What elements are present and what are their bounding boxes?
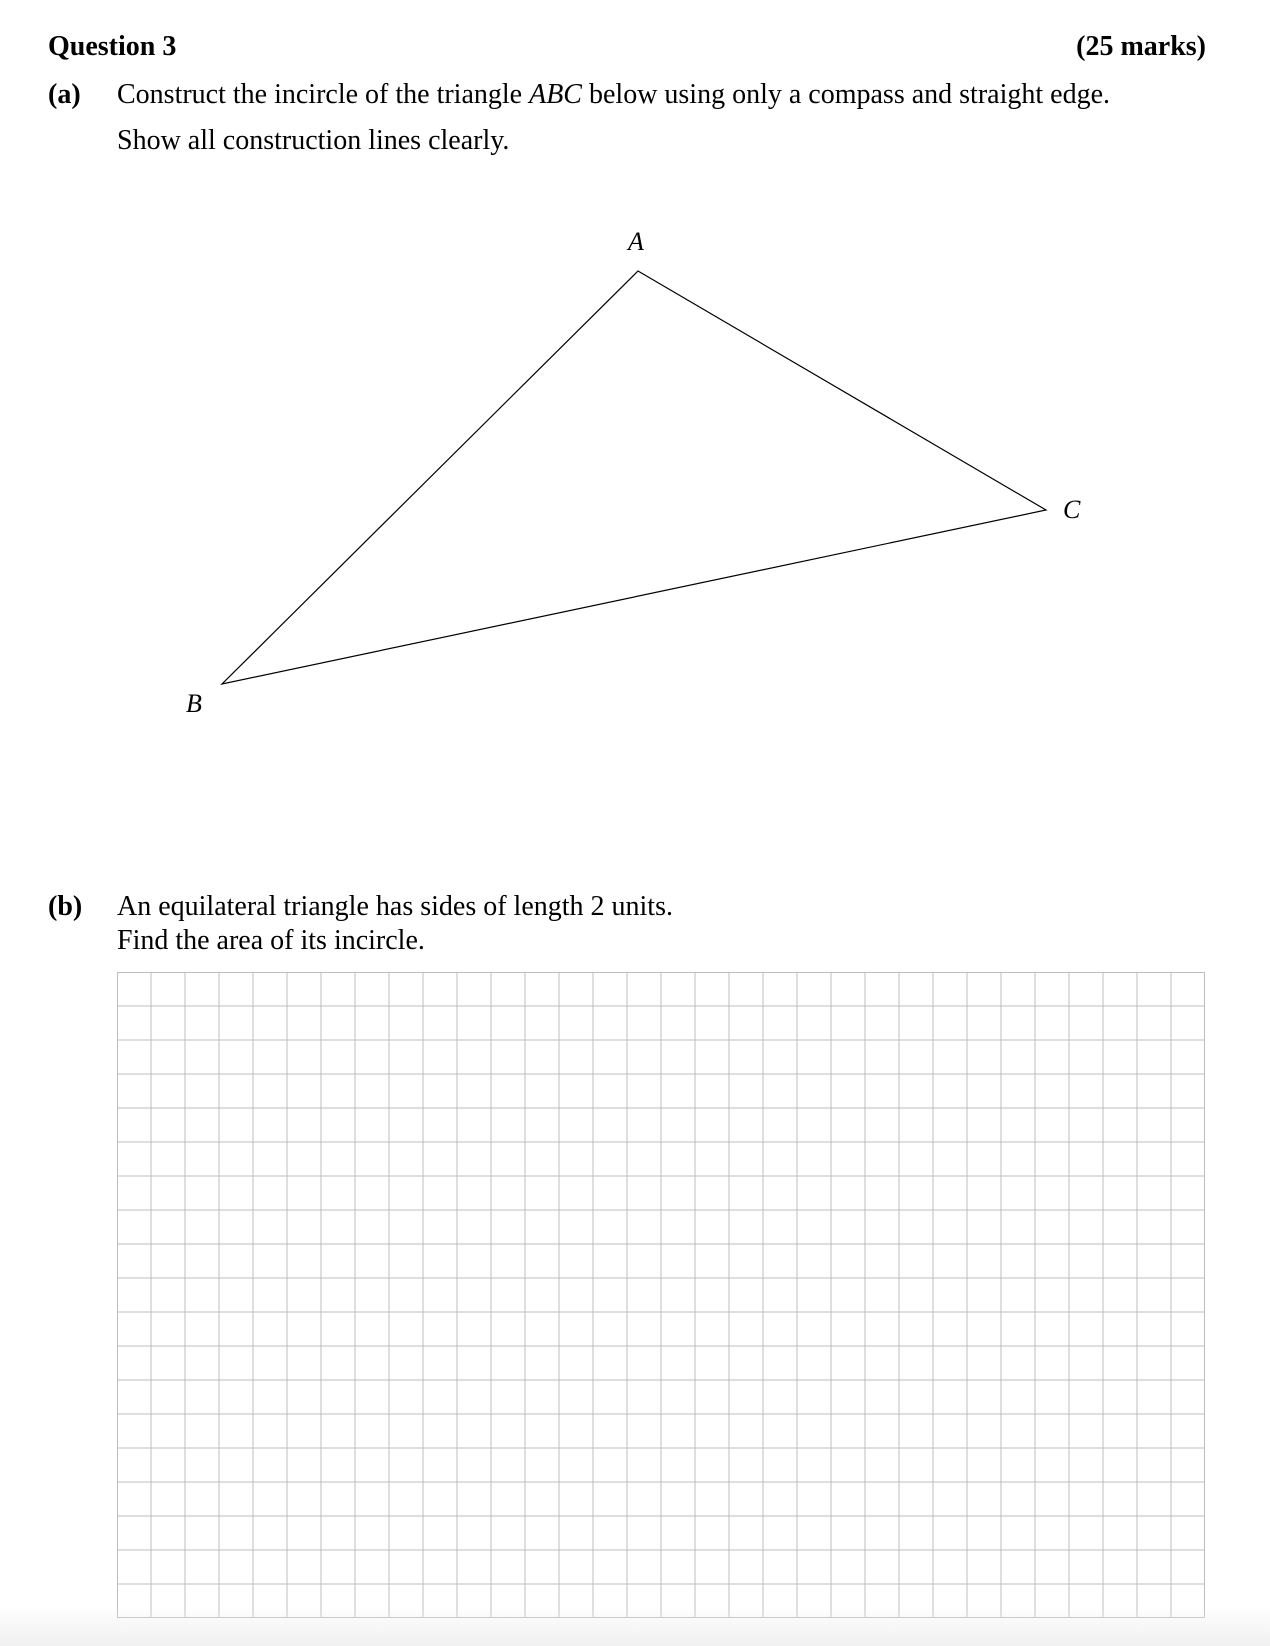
question-title: Question 3 — [48, 31, 177, 62]
question-marks: (25 marks) — [1076, 31, 1206, 62]
vertex-a-label: A — [628, 227, 644, 256]
part-b-task: Find the area of its incircle. — [117, 925, 425, 956]
part-b-question: An equilateral triangle has sides of length 2 units. — [117, 891, 673, 922]
part-a-note: Show all construction lines clearly. — [117, 125, 510, 156]
part-b-label: (b) — [48, 891, 83, 922]
vertex-c-label: C — [1063, 495, 1081, 524]
part-a-instruction-end: below using only a compass and straight edge. — [581, 79, 1110, 110]
triangle-name: ABC — [529, 79, 582, 110]
triangle-abc — [222, 271, 1046, 684]
answer-grid[interactable] — [117, 972, 1205, 1618]
part-a-instruction-start: Construct the incircle of the triangle — [117, 79, 530, 110]
vertex-b-label: B — [186, 689, 202, 718]
triangle-abc-figure[interactable] — [0, 0, 1270, 780]
page-bottom-shade — [0, 1606, 1270, 1646]
part-a-label: (a) — [48, 79, 81, 110]
